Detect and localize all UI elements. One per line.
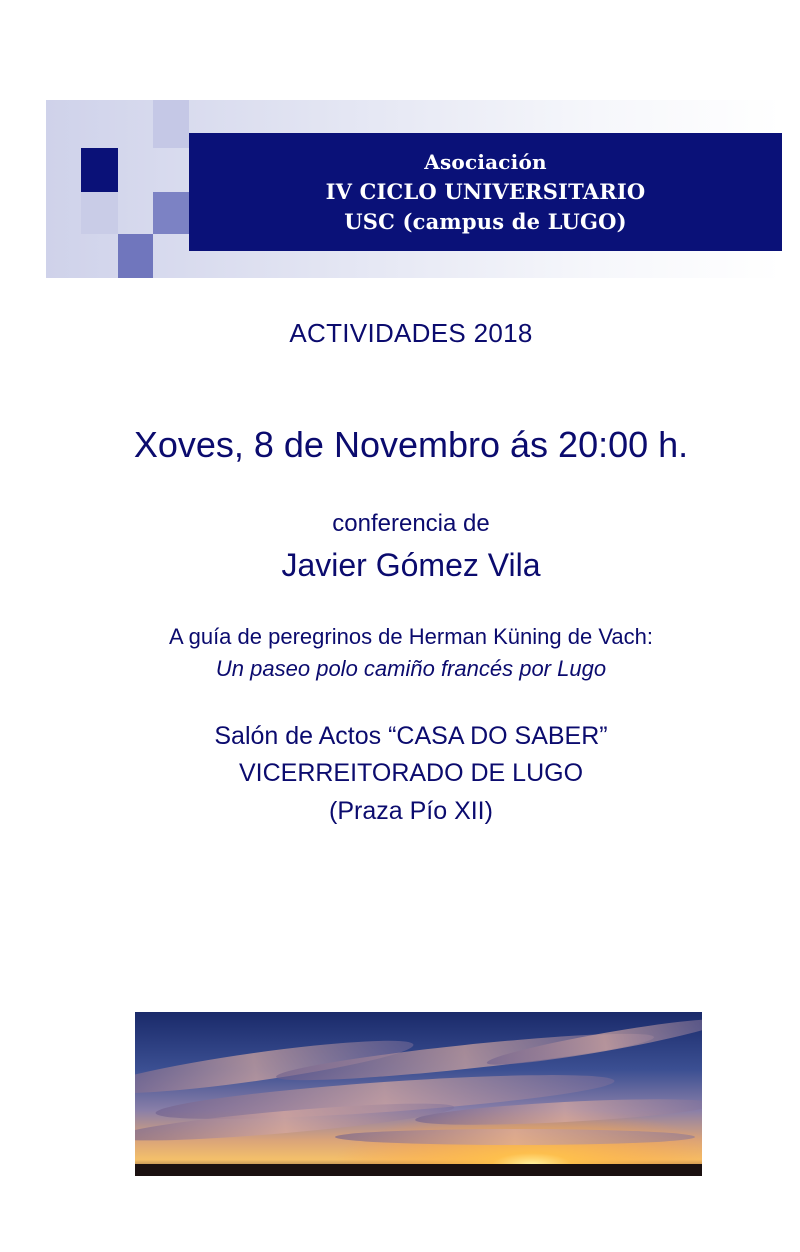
campus-title: USC (campus de LUGO) [344, 209, 627, 234]
venue-building: VICERREITORADO DE LUGO [238, 759, 584, 787]
header-banner [46, 100, 782, 278]
banner-square [153, 100, 189, 148]
event-date: Xoves, 8 de Novembro ás 20:00 h. [133, 424, 689, 465]
activities-heading: ACTIVIDADES 2018 [289, 318, 533, 348]
association-title-box [189, 133, 782, 251]
talk-subtitle: Un paseo polo camiño francés por Lugo [215, 656, 607, 681]
banner-square [81, 148, 118, 192]
sunset-sky-image [135, 1012, 702, 1176]
banner-square [118, 234, 153, 278]
cycle-title: IV CICLO UNIVERSITARIO [325, 179, 646, 204]
conference-label: conferencia de [332, 510, 490, 537]
speaker-name: Javier Gómez Vila [281, 547, 541, 583]
venue-hall: Salón de Actos “CASA DO SABER” [214, 722, 608, 750]
venue-address: (Praza Pío XII) [329, 797, 493, 825]
association-label: Asociación [424, 150, 547, 174]
sunset-photo [135, 1012, 702, 1176]
banner-square [81, 192, 118, 234]
talk-title: A guía de peregrinos de Herman Küning de Vach: [169, 624, 653, 649]
banner-square [153, 192, 189, 234]
